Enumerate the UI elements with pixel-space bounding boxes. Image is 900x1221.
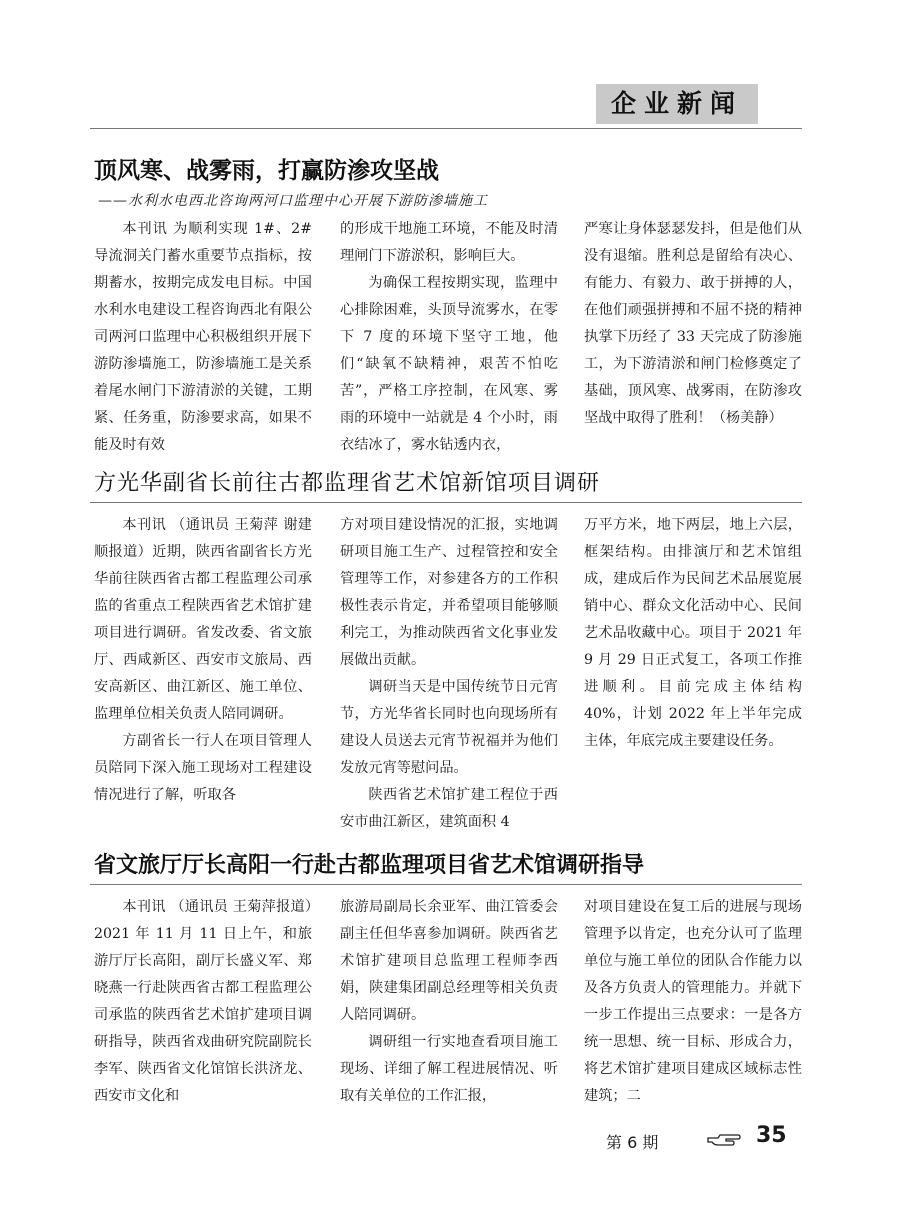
article2-rule (90, 502, 802, 503)
paragraph: 万平方米，地下两层，地上六层，框架结构。由排演厅和艺术馆组成，建成后作为民间艺术品展览展销中心、群众文化活动中心、民间艺术品收藏中心。项目于 2021 年 9 月 29 日正式复工，各项工作推进顺利。目前完成主体结构 40%，计划 2022 年上半年完成主体，年底完成主要建设任务。 (584, 517, 802, 749)
paragraph: 调研当天是中国传统节日元宵节，方光华省长同时也向现场所有建设人员送去元宵节祝福并为他们发放元宵等慰问品。 (340, 679, 558, 776)
paragraph: 本刊讯 （通讯员 王菊萍 谢建顺报道）近期，陕西省副省长方光华前往陕西省古都工程监理公司承监的省重点工程陕西省艺术馆扩建项目进行调研。省发改委、省文旅厅、西咸新区、西安市文旅局、西安高新区、曲江新区、施工单位、监理单位相关负责人陪同调研。 (94, 517, 312, 722)
paragraph: 严寒让身体瑟瑟发抖，但是他们从没有退缩。胜利总是留给有决心、有能力、有毅力、敢于拼搏的人，在他们顽强拼搏和不屈不挠的精神执掌下历经了 33 天完成了防渗施工，为下游清淤和闸门检修奠定了基础，顶风寒、战雾雨，在防渗攻坚战中取得了胜利！（杨美静） (584, 221, 802, 426)
paragraph: 本刊讯 为顺利实现 1#、2# 导流洞关门蓄水重要节点指标，按期蓄水，按期完成发电目标。中国水利水电建设工程咨询西北有限公司两河口监理中心积极组织开展下游防渗墙施工，防渗墙施工是关系着尾水闸门下游清淤的关键，工期紧、任务重，防渗要求高，如果不能及时有效 (94, 221, 312, 453)
article3-column-3 (584, 894, 802, 1110)
pointing-hand-icon (706, 1130, 742, 1150)
paragraph: 为确保工程按期实现，监理中心排除困难，头顶导流雾水，在零下 7 度的环境下坚守工地，他们“缺氧不缺精神，艰苦不怕吃苦”，严格工序控制，在风寒、雾雨的环境中一站就是 4 个小时，雨衣结冰了，雾水钻透内衣， (340, 275, 558, 453)
header-rule (90, 128, 802, 129)
article1-column-2 (340, 216, 558, 459)
article1-title: 顶风寒、战雾雨，打赢防渗攻坚战 (94, 158, 439, 184)
paragraph: 对项目建设在复工后的进展与现场管理予以肯定，也充分认可了监理单位与施工单位的团队合作能力以及各方负责人的管理能力。并就下一步工作提出三点要求：一是各方统一思想、统一目标、形成合力，将艺术馆扩建项目建成区域标志性建筑；二 (584, 899, 802, 1104)
article2-column-3 (584, 512, 802, 755)
article3-column-1 (94, 894, 312, 1110)
article3-rule (90, 884, 802, 885)
paragraph: 的形成干地施工环境，不能及时清理闸门下游淤积，影响巨大。 (340, 221, 558, 264)
issue-number: 第 6 期 (606, 1133, 659, 1152)
paragraph: 方副省长一行人在项目管理人员陪同下深入施工现场对工程建设情况进行了解，听取各 (94, 733, 312, 803)
article3-title: 省文旅厅厅长高阳一行赴古都监理项目省艺术馆调研指导 (94, 853, 645, 878)
paragraph: 方对项目建设情况的汇报，实地调研项目施工生产、过程管控和安全管理等工作，对参建各方的工作积极性表示肯定，并希望项目能够顺利完工，为推动陕西省文化事业发展做出贡献。 (340, 517, 558, 668)
paragraph: 调研组一行实地查看项目施工现场、详细了解工程进展情况、听取有关单位的工作汇报， (340, 1034, 558, 1104)
page-number: 35 (756, 1123, 787, 1148)
paragraph: 本刊讯 （通讯员 王菊萍报道）2021 年 11 月 11 日上午，和旅游厅厅长高阳，副厅长盛义军、郑晓燕一行赴陕西省古都工程监理公司承监的陕西省艺术馆扩建项目调研指导，陕西省戏曲研究院副院长李军、陕西省文化馆馆长洪济龙、西安市文化和 (94, 899, 312, 1104)
section-tag: 企业新闻 (596, 84, 758, 124)
article2-column-2 (340, 512, 558, 836)
article1-column-1 (94, 216, 312, 459)
paragraph: 旅游局副局长余亚军、曲江管委会副主任但华喜参加调研。陕西省艺术馆扩建项目总监理工程师李西娟，陕建集团副总经理等相关负责人陪同调研。 (340, 899, 558, 1023)
article1-column-3 (584, 216, 802, 432)
article2-title: 方光华副省长前往古都监理省艺术馆新馆项目调研 (94, 471, 601, 496)
paragraph: 陕西省艺术馆扩建工程位于西安市曲江新区，建筑面积 4 (340, 787, 558, 830)
article3-column-2 (340, 894, 558, 1110)
article2-column-1 (94, 512, 312, 809)
article1-subtitle: ——水利水电西北咨询两河口监理中心开展下游防渗墙施工 (98, 193, 488, 209)
